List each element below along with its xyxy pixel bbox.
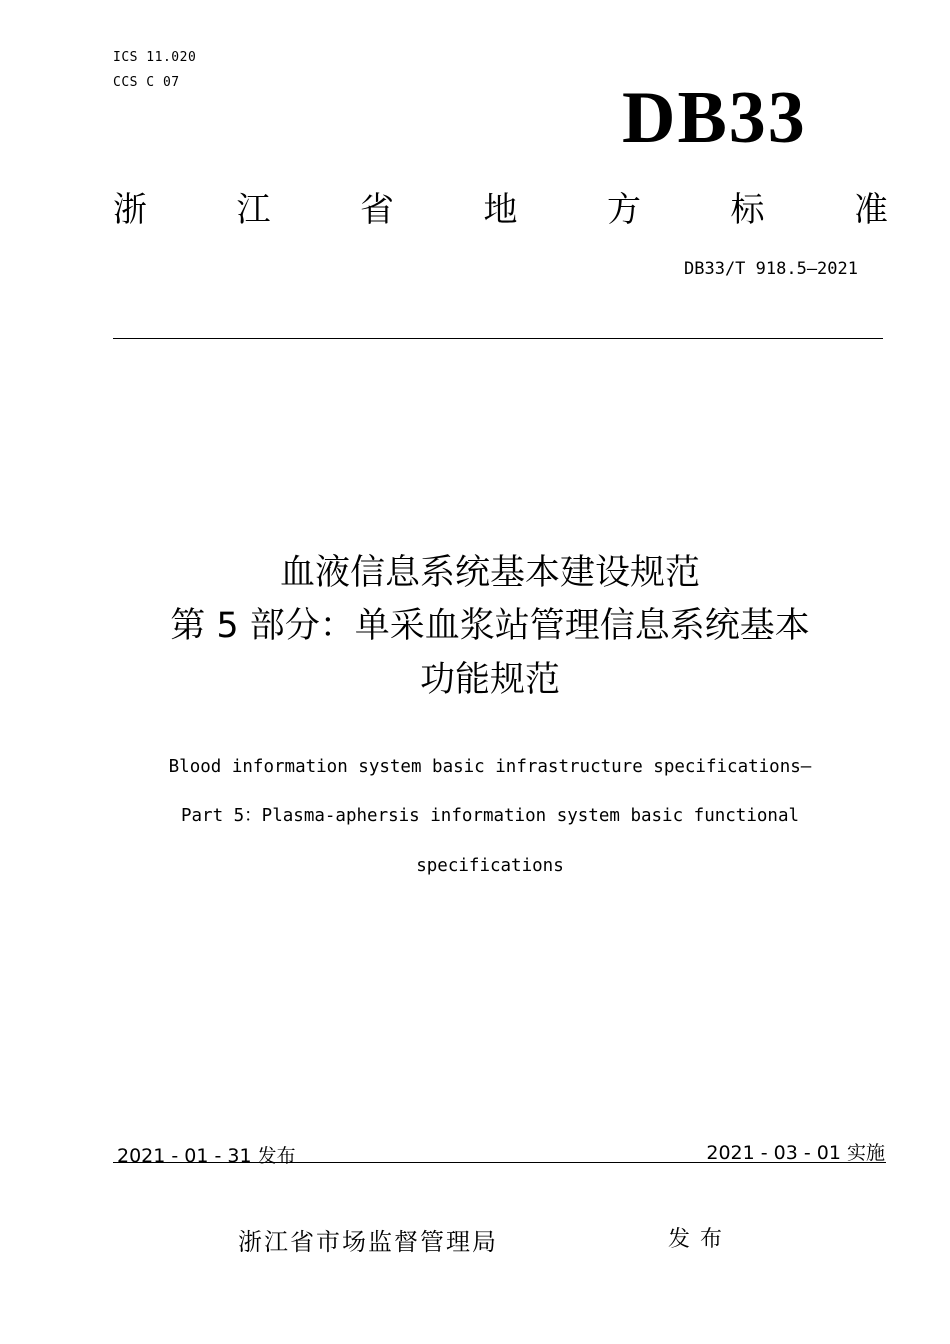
implement-date: 2021 - 03 - 01 实施 xyxy=(706,1142,885,1164)
issuer-name: 浙江省市场监督管理局 xyxy=(238,1228,498,1256)
ccs-code: CCS C 07 xyxy=(113,75,180,90)
standard-type-char: 江 xyxy=(236,190,271,230)
en-title-line-1: Blood information system basic infrastructure specifications— xyxy=(168,757,812,777)
standard-type-heading xyxy=(113,185,888,235)
standard-type-char: 地 xyxy=(483,190,518,230)
cn-title-line-2: 第 5 部分：单采血浆站管理信息系统基本 xyxy=(170,606,810,646)
db33-logo: DB33 xyxy=(622,77,807,159)
ics-code: ICS 11.020 xyxy=(113,50,197,65)
cn-title-line-3: 功能规范 xyxy=(419,660,560,700)
standard-type-char: 方 xyxy=(607,190,641,230)
header-divider xyxy=(113,338,883,339)
standard-type-char: 浙 xyxy=(113,190,147,230)
issue-label: 发布 xyxy=(668,1227,733,1252)
standard-type-char: 准 xyxy=(854,190,888,230)
standard-number: DB33/T 918.5—2021 xyxy=(684,259,858,279)
en-title-line-2: Part 5：Plasma-aphersis information system basic functional xyxy=(180,806,800,826)
standard-type-char: 标 xyxy=(730,190,765,230)
standard-type-char: 省 xyxy=(360,190,394,230)
cn-title-line-1: 血液信息系统基本建设规范 xyxy=(279,553,700,593)
issue-date: 2021 - 01 - 31 发布 xyxy=(117,1145,296,1167)
en-title-line-3: specifications xyxy=(416,856,564,876)
footer-divider xyxy=(113,1162,886,1163)
